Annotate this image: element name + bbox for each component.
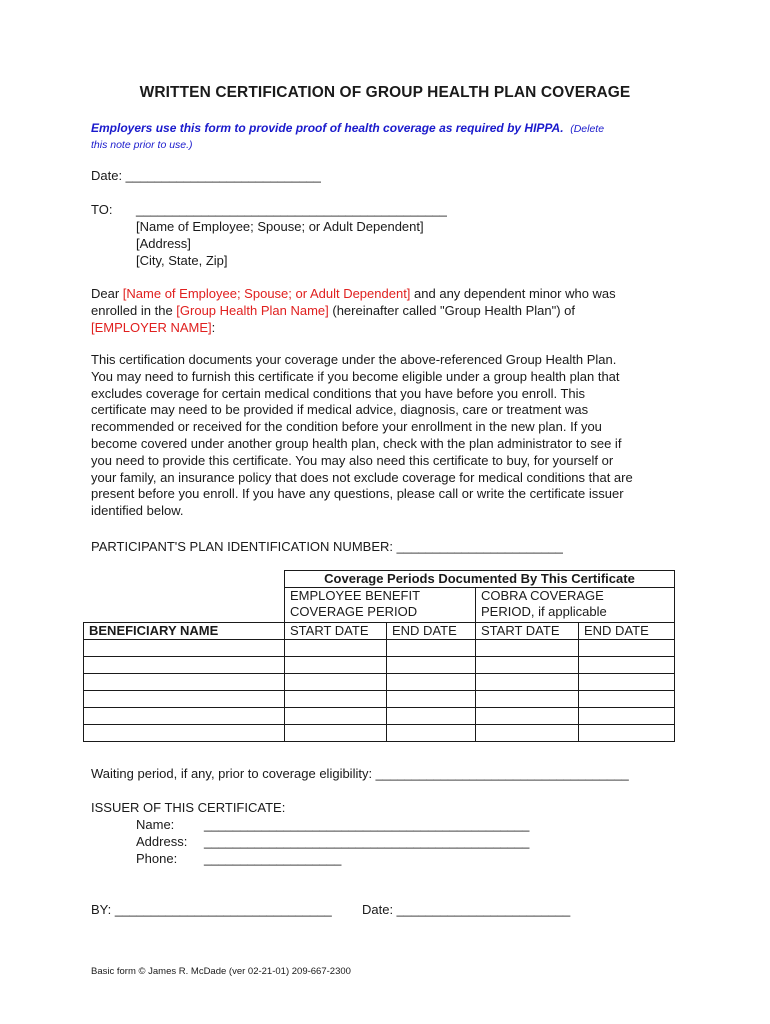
to-city: [City, State, Zip]: [136, 253, 228, 268]
salutation-text: Dear: [91, 286, 123, 301]
table-cell[interactable]: [387, 657, 476, 674]
table-cell[interactable]: [476, 725, 579, 742]
table-row: [84, 657, 675, 674]
table-cell[interactable]: [285, 691, 387, 708]
table-empty-corner: [84, 588, 285, 623]
table-cell[interactable]: [387, 640, 476, 657]
signature-date-line: Date: ________________________: [362, 902, 571, 917]
salutation-text-2: and any dependent minor who was: [410, 286, 616, 301]
table-cell[interactable]: [84, 674, 285, 691]
table-cell[interactable]: [579, 691, 675, 708]
waiting-period-line: Waiting period, if any, prior to coverage eligibility: ___________________________________: [91, 766, 629, 781]
cobra-end-date-header: END DATE: [579, 623, 675, 640]
salutation-text-3: enrolled in the: [91, 302, 177, 318]
table-cell[interactable]: [285, 674, 387, 691]
employer-name-placeholder: [EMPLOYER NAME]: [91, 319, 212, 335]
issuer-address-label: Address:: [136, 834, 188, 849]
body-line: recommended or received for the condition before your enrollment in the new plan. If you: [91, 419, 602, 435]
table-cell[interactable]: [579, 640, 675, 657]
certification-body: [91, 352, 691, 520]
body-line: excludes coverage for certain medical conditions that you have before you enroll. This: [91, 385, 586, 401]
table-cell[interactable]: [84, 657, 285, 674]
cobra-header: [476, 588, 675, 623]
body-line: become covered under another group health plan, check with the plan administrator to see if: [91, 435, 622, 451]
table-cell[interactable]: [476, 691, 579, 708]
body-line: present before you enroll. If you have any questions, please call or write the certificate issuer: [91, 486, 624, 502]
table-cell[interactable]: [387, 708, 476, 725]
table-cell[interactable]: [387, 725, 476, 742]
note-delete-b: this note prior to use.): [91, 139, 193, 151]
table-cell[interactable]: [84, 725, 285, 742]
cobra-period-label: PERIOD, if applicable: [481, 604, 607, 619]
cobra-start-date-header: START DATE: [476, 623, 579, 640]
salutation-text-4: (hereinafter called "Group Health Plan") of: [328, 302, 575, 318]
table-empty-corner: [84, 571, 285, 588]
table-cell[interactable]: [579, 708, 675, 725]
table-cell[interactable]: [387, 691, 476, 708]
salutation: [91, 286, 691, 336]
employee-benefit-header: [285, 588, 476, 623]
body-line: This certification documents your coverage under the above-referenced Group Health Plan.: [91, 352, 617, 367]
table-cell[interactable]: [579, 725, 675, 742]
date-line: Date: ___________________________: [91, 168, 321, 183]
issuer-name-blank: _____________________________________________: [204, 817, 530, 832]
coverage-periods-header: Coverage Periods Documented By This Certificate: [285, 571, 675, 588]
to-blank: ___________________________________________: [136, 202, 447, 217]
by-signature-line: BY: ______________________________: [91, 902, 332, 917]
employee-start-date-header: START DATE: [285, 623, 387, 640]
beneficiary-name-header: BENEFICIARY NAME: [84, 623, 285, 640]
table-cell[interactable]: [476, 708, 579, 725]
to-label: TO:: [91, 202, 113, 217]
instruction-note: [91, 121, 691, 153]
body-line: your family, an insurance policy that does not exclude coverage for medical conditions that are: [91, 469, 633, 485]
table-cell[interactable]: [84, 640, 285, 657]
table-row: [84, 725, 675, 742]
issuer-name-label: Name:: [136, 817, 175, 832]
table-cell[interactable]: [476, 640, 579, 657]
body-line: you need to provide this certificate. You may also need this certificate to buy, for yourself or: [91, 452, 614, 468]
table-row: [84, 674, 675, 691]
employee-end-date-header: END DATE: [387, 623, 476, 640]
issuer-address-blank: _____________________________________________: [204, 834, 530, 849]
table-cell[interactable]: [579, 657, 675, 674]
issuer-phone-label: Phone:: [136, 851, 178, 866]
table-cell[interactable]: [476, 657, 579, 674]
issuer-phone-blank: ___________________: [204, 851, 342, 866]
table-row: [84, 640, 675, 657]
body-line: certificate may need to be provided if medical advice, diagnosis, care or treatment was: [91, 402, 589, 418]
plan-name-placeholder: [Group Health Plan Name]: [176, 302, 329, 318]
document-title: WRITTEN CERTIFICATION OF GROUP HEALTH PLAN COVERAGE: [139, 84, 631, 101]
table-cell[interactable]: [476, 674, 579, 691]
table-cell[interactable]: [387, 674, 476, 691]
body-line: identified below.: [91, 503, 184, 519]
employee-placeholder: [Name of Employee; Spouse; or Adult Dependent]: [122, 286, 411, 301]
table-cell[interactable]: [579, 674, 675, 691]
salutation-colon: :: [211, 319, 216, 335]
cobra-coverage-label: COBRA COVERAGE: [481, 588, 604, 603]
participant-id-line: PARTICIPANT'S PLAN IDENTIFICATION NUMBER: _______________________: [91, 539, 563, 554]
employee-benefit-label: EMPLOYEE BENEFIT: [290, 588, 421, 603]
to-address: [Address]: [136, 236, 191, 251]
table-cell[interactable]: [285, 708, 387, 725]
table-cell[interactable]: [285, 640, 387, 657]
coverage-table: [83, 570, 675, 742]
table-cell[interactable]: [285, 725, 387, 742]
table-cell[interactable]: [84, 708, 285, 725]
to-name: [Name of Employee; Spouse; or Adult Dependent]: [136, 219, 424, 234]
table-row: [84, 691, 675, 708]
table-cell[interactable]: [84, 691, 285, 708]
footer-copyright: Basic form © James R. McDade (ver 02-21-01) 209-667-2300: [91, 966, 351, 977]
table-row: [84, 708, 675, 725]
note-delete-a: (Delete: [570, 123, 605, 135]
body-line: You may need to furnish this certificate if you become eligible under a group health plan that: [91, 368, 620, 384]
table-cell[interactable]: [285, 657, 387, 674]
issuer-heading: ISSUER OF THIS CERTIFICATE:: [91, 800, 286, 815]
note-main: Employers use this form to provide proof of health coverage as required by HIPPA.: [91, 121, 564, 135]
employee-coverage-period-label: COVERAGE PERIOD: [290, 604, 418, 619]
